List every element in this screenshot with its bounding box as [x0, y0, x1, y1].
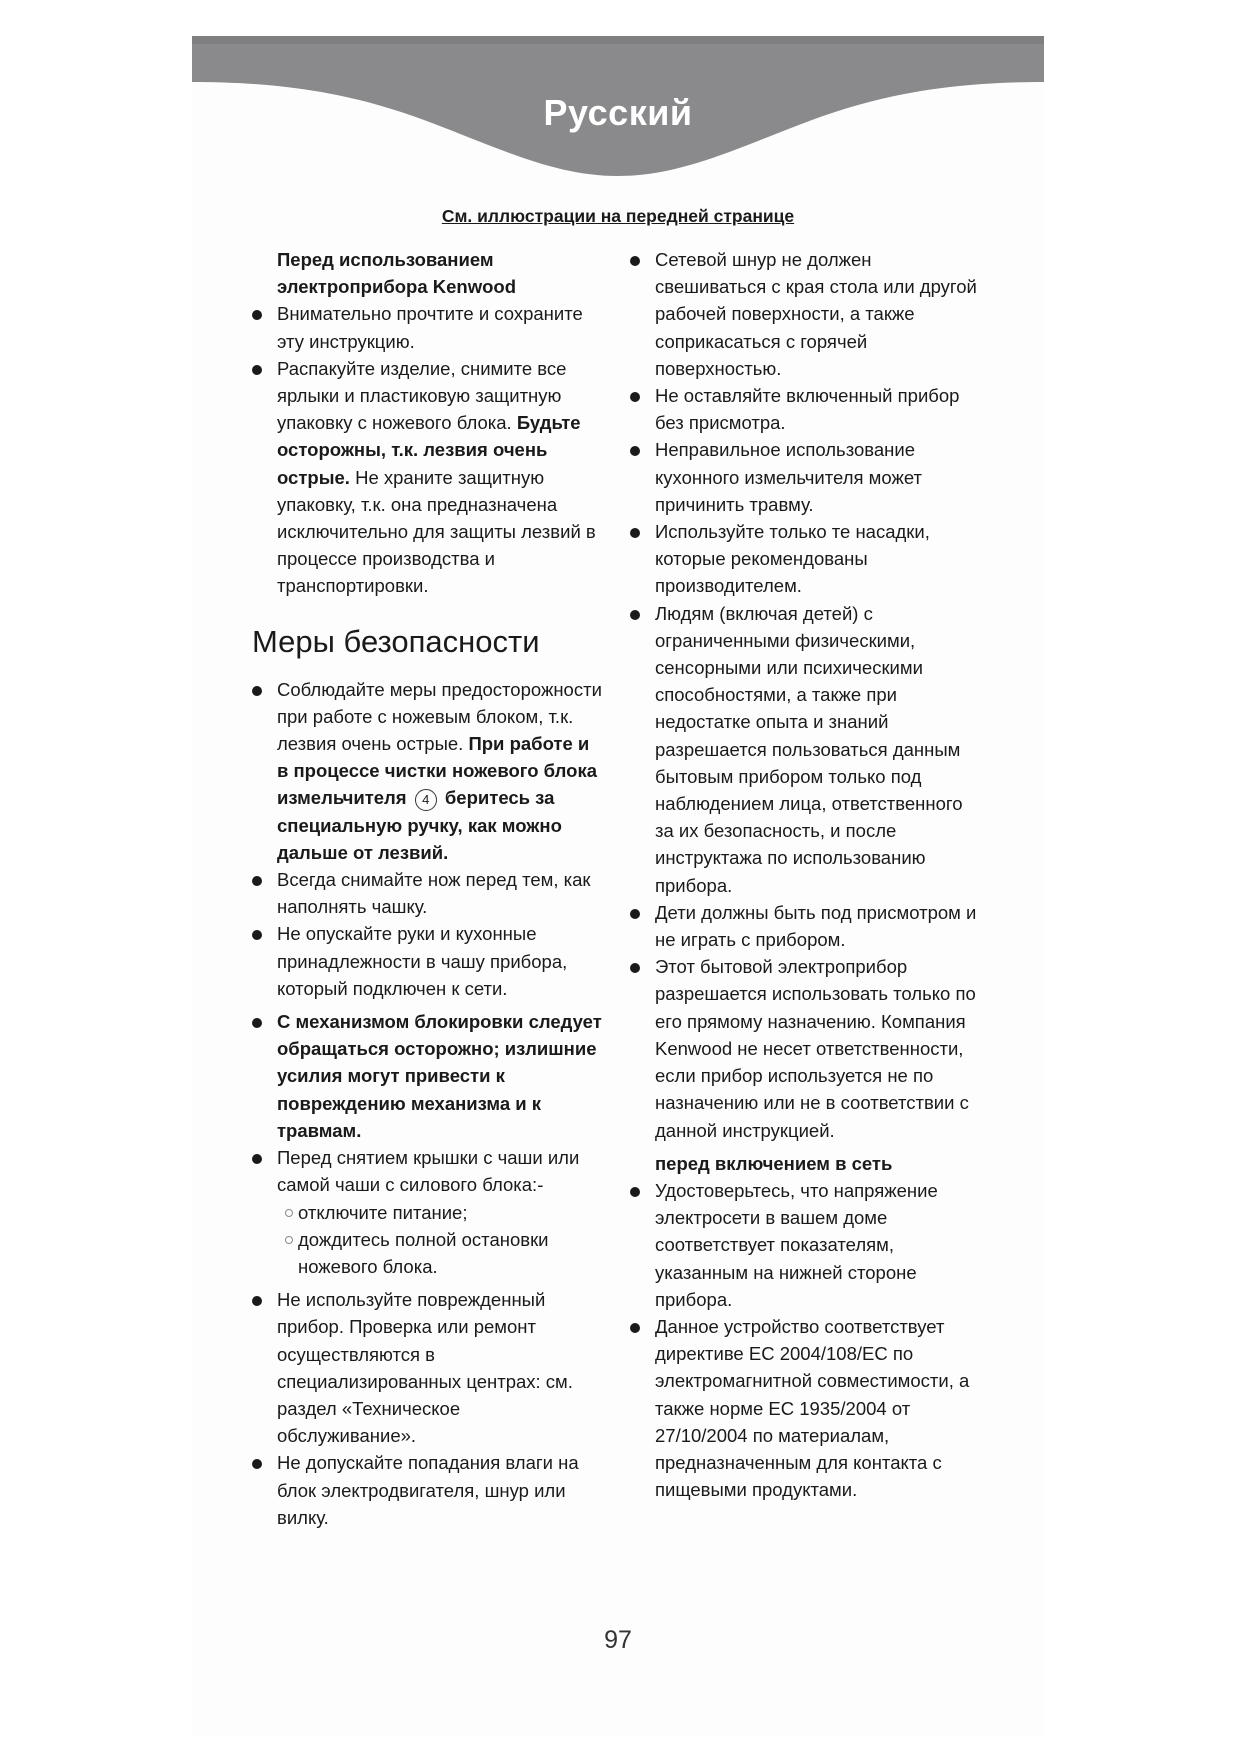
- circled-number-icon: 4: [415, 789, 437, 811]
- intro-heading-line1: Перед использованием: [277, 249, 494, 270]
- sub-list-item: [252, 1199, 604, 1226]
- list-item-text: Не используйте поврежденный прибор. Проверка или ремонт осуществляются в специализированных центрах: см. раздел «Техническое обслуживание».: [277, 1289, 573, 1447]
- bullet-icon: [252, 1154, 262, 1164]
- safety-section-title: Меры безопасности: [252, 623, 540, 659]
- list-item: [630, 382, 982, 436]
- bullet-icon: [630, 256, 640, 266]
- list-item: [630, 600, 982, 899]
- list-item: [630, 518, 982, 600]
- list-item-text: Этот бытовой электроприбор разрешается использовать только по его прямому назначению. Компания Kenwood не несет ответственности, если прибор используется не по назначению или не в соответствии с данной инструкцией.: [655, 956, 976, 1141]
- list-item: [630, 899, 982, 953]
- list-item-text: Внимательно прочтите и сохраните эту инструкцию.: [277, 303, 583, 352]
- list-item-text: Перед снятием крышки с чаши или самой чаши с силового блока:-: [277, 1147, 580, 1196]
- intro-heading: [252, 246, 604, 300]
- connect-heading: перед включением в сеть: [655, 1152, 893, 1174]
- intro-heading-line2: электроприбора Kenwood: [277, 276, 517, 298]
- list-item-text: Используйте только те насадки, которые рекомендованы производителем.: [655, 521, 930, 597]
- bullet-icon: [630, 963, 640, 973]
- list-item-text: Дети должны быть под присмотром и не играть с прибором.: [655, 901, 977, 951]
- bullet-icon: [630, 528, 640, 538]
- sub-list-item-text: отключите питание;: [298, 1201, 468, 1223]
- list-item: [630, 1177, 982, 1313]
- list-item-warning: Будьте осторожны, т.к. лезвия очень острые.: [277, 412, 581, 488]
- list-item: [252, 920, 604, 1002]
- list-item: [630, 246, 982, 382]
- bullet-icon: [252, 930, 262, 940]
- list-item: [630, 953, 982, 1143]
- bullet-icon: [630, 1323, 640, 1333]
- list-item: [252, 1449, 604, 1531]
- list-item: [252, 1144, 604, 1198]
- bullet-icon: [252, 365, 262, 375]
- bullet-icon: [630, 392, 640, 402]
- list-item-text: Соблюдайте меры предосторожности при работе с ножевым блоком, т.к. лезвия очень острые.: [277, 678, 602, 755]
- list-item: [252, 1008, 604, 1144]
- see-illustrations-note: См. иллюстрации на передней странице: [441, 206, 795, 226]
- list-item-text: Неправильное использование кухонного измельчителя может причинить травму.: [655, 439, 922, 515]
- list-item: [252, 300, 604, 354]
- bullet-icon: [630, 909, 640, 919]
- bullet-icon: [630, 446, 640, 456]
- bullet-icon: [252, 876, 262, 886]
- list-item: [630, 436, 982, 518]
- bullet-icon: [630, 610, 640, 620]
- bullet-icon: [252, 686, 262, 696]
- list-item-warning: беритесь за специальную ручку, как можно дальше от лезвий.: [277, 787, 562, 863]
- page-number: 97: [604, 1626, 632, 1654]
- list-item-text: Распакуйте изделие, снимите все ярлыки и пластиковую защитную упаковку с ножевого блока.: [277, 357, 567, 434]
- list-item-text: Всегда снимайте нож перед тем, как наполнять чашку.: [277, 869, 591, 918]
- list-item: [252, 676, 604, 866]
- bullet-icon: [252, 1459, 262, 1469]
- bullet-icon: [252, 1296, 262, 1306]
- right-column: [630, 246, 982, 1503]
- list-item: [630, 1313, 982, 1503]
- list-item-warning: С механизмом блокировки следует обращаться осторожно; излишние усилия могут привести к повреждению механизма и к травмам.: [277, 1011, 602, 1141]
- sub-bullet-icon: [285, 1209, 293, 1217]
- sub-list-item: [252, 1226, 604, 1280]
- list-item-text: Данное устройство соответствует директиве ЕС 2004/108/ЕС по электромагнитной совместимости, а также норме ЕС 1935/2004 от 27/10/2004 по материалам, предназначенным для контакта с пищевыми продуктами.: [655, 1315, 970, 1501]
- list-item-text: Не храните защитную упаковку, т.к. она предназначена исключительно для защиты лезвий в процессе производства и транспортировки.: [277, 466, 596, 597]
- sub-list-item-text: дождитесь полной остановки ножевого блока.: [298, 1228, 549, 1277]
- list-item: [252, 355, 604, 600]
- list-item-warning: При работе и в процессе чистки ножевого блока измельчителя: [277, 733, 597, 809]
- list-item: [252, 866, 604, 920]
- bullet-icon: [252, 1018, 262, 1028]
- list-item-text: Не оставляйте включенный прибор без присмотра.: [655, 385, 960, 434]
- bullet-icon: [252, 310, 262, 320]
- list-item: [252, 1286, 604, 1449]
- language-title: Русский: [543, 92, 693, 133]
- left-column: [252, 246, 604, 1531]
- list-item-text: Не допускайте попадания влаги на блок электродвигателя, шнур или вилку.: [277, 1452, 579, 1528]
- list-item-text: Сетевой шнур не должен свешиваться с края стола или другой рабочей поверхности, а также соприкасаться с горячей поверхностью.: [655, 249, 977, 379]
- list-item-text: Удостоверьтесь, что напряжение электросети в вашем доме соответствует показателям, указанным на нижней стороне прибора.: [655, 1179, 938, 1310]
- sub-bullet-icon: [285, 1236, 293, 1244]
- list-item-text: Людям (включая детей) с ограниченными физическими, сенсорными или психическими способностями, а также при недостатке опыта и знаний разрешается пользоваться данным бытовым прибором только под наблюдением лица, ответственного за их безопасность, и после инструктажа по использованию прибора.: [655, 602, 963, 896]
- list-item-text: Не опускайте руки и кухонные принадлежности в чашу прибора, который подключен к сети.: [277, 923, 568, 999]
- bullet-icon: [630, 1187, 640, 1197]
